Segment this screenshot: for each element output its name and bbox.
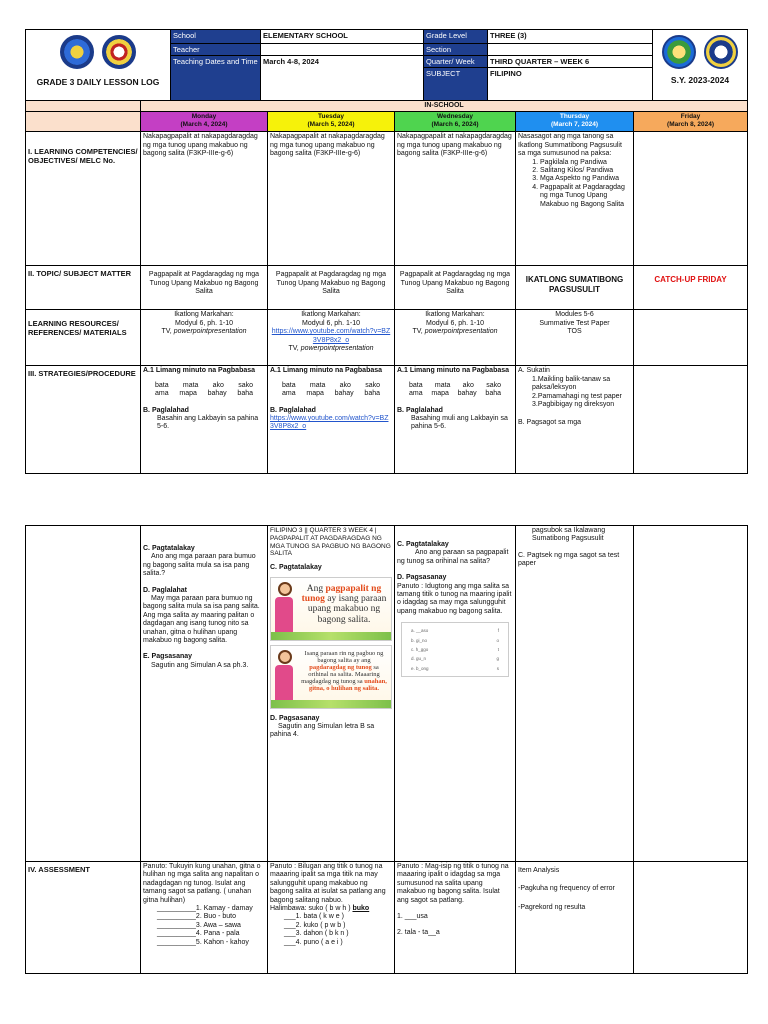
tue-strategies-cont: FILIPINO 3 || QUARTER 3 WEEK 4 | PAGPAPALIT AT PAGDARAGDAG NG MGA TUNOG SA PAGBUO NG BAGONG SALITA C. Pagtatalakay Ang pagpapalit ng tunog ay isang paraan upang makabuo ng bagong salita. Isang paraan rin ng pagbuo ng bagong salita ay ang pagdaragdag ng tunog sa orihinal na salita. Maaaring magdagdag ng tunog sa unahan, gitna, o hulihan ng salita. D. Pagsasanay Sagutin ang Simulan letra B sa pahina 4.	[268, 526, 395, 862]
youtube-link-2[interactable]: https://www.youtube.com/watch?v=BZ3V8P8x2_o	[270, 414, 389, 431]
thu-resources: Modules 5-6 Summative Test Paper TOS	[516, 310, 634, 366]
thu-strategies: A. Sukatin 1.Maikling balik-tanaw sa paksa/leksyon 2.Pamamahagi ng test paper 3.Pagbibigay ng direksyon B. Pagsagot sa mga	[516, 366, 634, 474]
day-monday: Monday (March 4, 2024)	[141, 112, 268, 132]
mon-assessment: Panuto: Tukuyin kung unahan, gitna o hulihan ng mga salita ang napalitan o nadagdagan ng tunog. Isulat ang tamang sagot sa patlang. ( unahan gitna hulihan) __________1. Kamay - damay __________2. Buo - buto __________3. Awa – sawa __________4. Pana - pala __________5. Kahon - kahoy	[141, 862, 268, 974]
quarter-value: THIRD QUARTER – WEEK 6	[488, 56, 653, 68]
page-two	[25, 525, 747, 974]
in-school-label: IN-SCHOOL	[141, 101, 748, 112]
mon-competency: Nakapagpapalit at nakapagdaragdag ng mga tunog upang makabuo ng bagong salita (F3KP-IIIe-g-6)	[141, 132, 268, 266]
girl-illustration-icon	[275, 582, 295, 638]
thu-strategies-cont: pagsubok sa Ikalawang Sumatibong Pagsusulit C. Pagtsek ng mga sagot sa test paper	[516, 526, 634, 862]
competencies-label: I. LEARNING COMPETENCIES/ OBJECTIVES/ MELC No.	[26, 132, 141, 266]
resources-label: LEARNING RESOURCES/ REFERENCES/ MATERIALS	[26, 310, 141, 366]
thu-assessment: Item Analysis -Pagkuha ng frequency of error -Pagrekord ng resulta	[516, 862, 634, 974]
day-tuesday: Tuesday (March 5, 2024)	[268, 112, 395, 132]
thu-topic: IKATLONG SUMATIBONG PAGSUSULIT	[516, 266, 634, 310]
school-value: ELEMENTARY SCHOOL	[261, 30, 424, 44]
tue-assessment: Panuto : Bilugan ang titik o tunog na maaaring ipalit sa mga titik na may salungguhit upang makabuo ng bagong salita at isulat sa patlang ang bagong salitang nabuo. Halimbawa: suko ( b w h ) buko ___1. bata ( k w e ) ___2. kuko ( p w b ) ___3. dahon ( b k n ) ___4. puno ( a e i )	[268, 862, 395, 974]
dll-title: GRADE 3 DAILY LESSON LOG	[36, 77, 160, 87]
tue-topic: Pagpapalit at Pagdaragdag ng mga Tunog Upang Makabuo ng Bagong Salita	[268, 266, 395, 310]
fri-assessment	[634, 862, 748, 974]
tue-resources: Ikatlong Markahan: Modyul 6, ph. 1-10 https://www.youtube.com/watch?v=BZ3V8P8x2_o TV, powerpointpresentation	[268, 310, 395, 366]
section-label: Section	[424, 44, 488, 56]
wed-strategies: A.1 Limang minuto na Pagbabasa bata mata ako sako ama mapa bahay baha B. Paglalahad Basahing muli ang Lakbayin sa pahina 5-6.	[395, 366, 516, 474]
fri-strategies	[634, 366, 748, 474]
topic-label: II. TOPIC/ SUBJECT MATTER	[26, 266, 141, 310]
mon-resources: Ikatlong Markahan: Modyul 6, ph. 1-10 TV, powerpointpresentation	[141, 310, 268, 366]
teacher-value	[261, 44, 424, 56]
fri-strategies-cont	[634, 526, 748, 862]
strategies-label-cont	[26, 526, 141, 862]
grade-label: Grade Level	[424, 30, 488, 44]
lesson-table-cont	[25, 525, 748, 974]
mon-strategies: A.1 Limang minuto na Pagbabasa bata mata ako sako ama mapa bahay baha B. Paglalahad Basahin ang Lakbayin sa pahina 5-6.	[141, 366, 268, 474]
teacher-label: Teacher	[171, 44, 261, 56]
fri-topic: CATCH-UP FRIDAY	[634, 266, 748, 310]
division-seal-icon	[662, 35, 696, 69]
school-seal-icon	[102, 35, 136, 69]
school-year: S.Y. 2023-2024	[670, 75, 730, 85]
quarter-label: Quarter/ Week	[424, 56, 488, 68]
wed-topic: Pagpapalit at Pagdaragdag ng mga Tunog Upang Makabuo ng Bagong Salita	[395, 266, 516, 310]
day-wednesday: Wednesday (March 6, 2024)	[395, 112, 516, 132]
matching-table: a. __aso f b. gi_no o c. h_ggo t d. gu_n g e. b_ong s	[401, 622, 509, 677]
subject-label: SUBJECT	[424, 68, 488, 101]
fri-competency	[634, 132, 748, 266]
dates-label: Teaching Dates and Time	[171, 56, 261, 101]
school-label: School	[171, 30, 261, 44]
logo-cell	[26, 30, 171, 101]
mon-strategies-cont: C. Pagtatalakay Ano ang mga paraan para bumuo ng bagong salita mula sa isa pang salita.? D. Paglalahat May mga paraan para bumuo ng bagong salita mula sa isa pang salita. Ang mga salita ay maaring palitan o dagdagan ang isang tunog nito sa unahan, gitna o hulihan upang makabuo ng bagong salita. E. Pagsasanay Sagutin ang Simulan A sa ph.3.	[141, 526, 268, 862]
subject-value: FILIPINO	[488, 68, 653, 101]
wed-assessment: Panuto : Mag-isip ng titik o tunog na maaaring ipalit o idagdag sa mga sumusunod na salita upang makabuo ng bagong salita. Isulat ang sagot sa patlang. 1. ___usa 2. tala - ta__a	[395, 862, 516, 974]
tue-competency: Nakapagpapalit at nakapagdaragdag ng mga tunog upang makabuo ng bagong salita (F3KP-IIIe-g-6)	[268, 132, 395, 266]
girl-illustration-icon-2	[275, 650, 295, 706]
thu-competency: Nasasagot ang mga tanong sa Ikatlong Summatibong Pagsusulit sa mga sumusunod na paksa: 1. Pagkilala ng Pandiwa 2. Salitang Kilos/ Pandiwa 3. Mga Aspekto ng Pandiwa 4. Pagpapalit at Pagdaragdag ng mga Tunog Upang Makabuo ng Bagong Salita	[516, 132, 634, 266]
deped-seal-icon	[60, 35, 94, 69]
mon-topic: Pagpapalit at Pagdaragdag ng mga Tunog Upang Makabuo ng Bagong Salita	[141, 266, 268, 310]
youtube-link[interactable]: https://www.youtube.com/watch?v=BZ3V8P8x2_o	[271, 328, 391, 344]
assessment-label: IV. ASSESSMENT	[26, 862, 141, 974]
tue-strategies: A.1 Limang minuto na Pagbabasa bata mata ako sako ama mapa bahay baha B. Paglalahad https://www.youtube.com/watch?v=BZ3V8P8x2_o	[268, 366, 395, 474]
page-one	[25, 29, 747, 474]
wed-resources: Ikatlong Markahan: Modyul 6, ph. 1-10 TV, powerpointpresentation	[395, 310, 516, 366]
wed-competency: Nakapagpapalit at nakapagdaragdag ng mga tunog upang makabuo ng bagong salita (F3KP-IIIe-g-6)	[395, 132, 516, 266]
fri-resources	[634, 310, 748, 366]
strategies-label: III. STRATEGIES/PROCEDURE	[26, 366, 141, 474]
slide-pagpapalit: Ang pagpapalit ng tunog ay isang paraan upang makabuo ng bagong salita.	[270, 577, 392, 641]
wed-strategies-cont: C. Pagtatalakay Ano ang paraan sa pagpapalit ng tunog sa orihinal na salita? D. Pagsasanay Panuto : Idugtong ang mga salita sa tamang titik o tunog na maaring ipalit o idagdag sa may mga salungguhit upang makabuo ng bagong salita. a. __aso f b. gi_no o c. h_ggo t d. gu_n g e. b_ong s	[395, 526, 516, 862]
grade-value: THREE (3)	[488, 30, 653, 44]
header-table	[25, 29, 748, 101]
dates-value: March 4-8, 2024	[261, 56, 424, 101]
section-value	[488, 44, 653, 56]
lesson-table	[25, 100, 748, 474]
sy-cell	[653, 30, 748, 101]
district-seal-icon	[704, 35, 738, 69]
day-thursday: Thursday (March 7, 2024)	[516, 112, 634, 132]
day-friday: Friday (March 8, 2024)	[634, 112, 748, 132]
slide-pagdaragdag: Isang paraan rin ng pagbuo ng bagong salita ay ang pagdaragdag ng tunog sa orihinal na salita. Maaaring magdagdag ng tunog sa unahan, gitna, o hulihan ng salita.	[270, 645, 392, 709]
